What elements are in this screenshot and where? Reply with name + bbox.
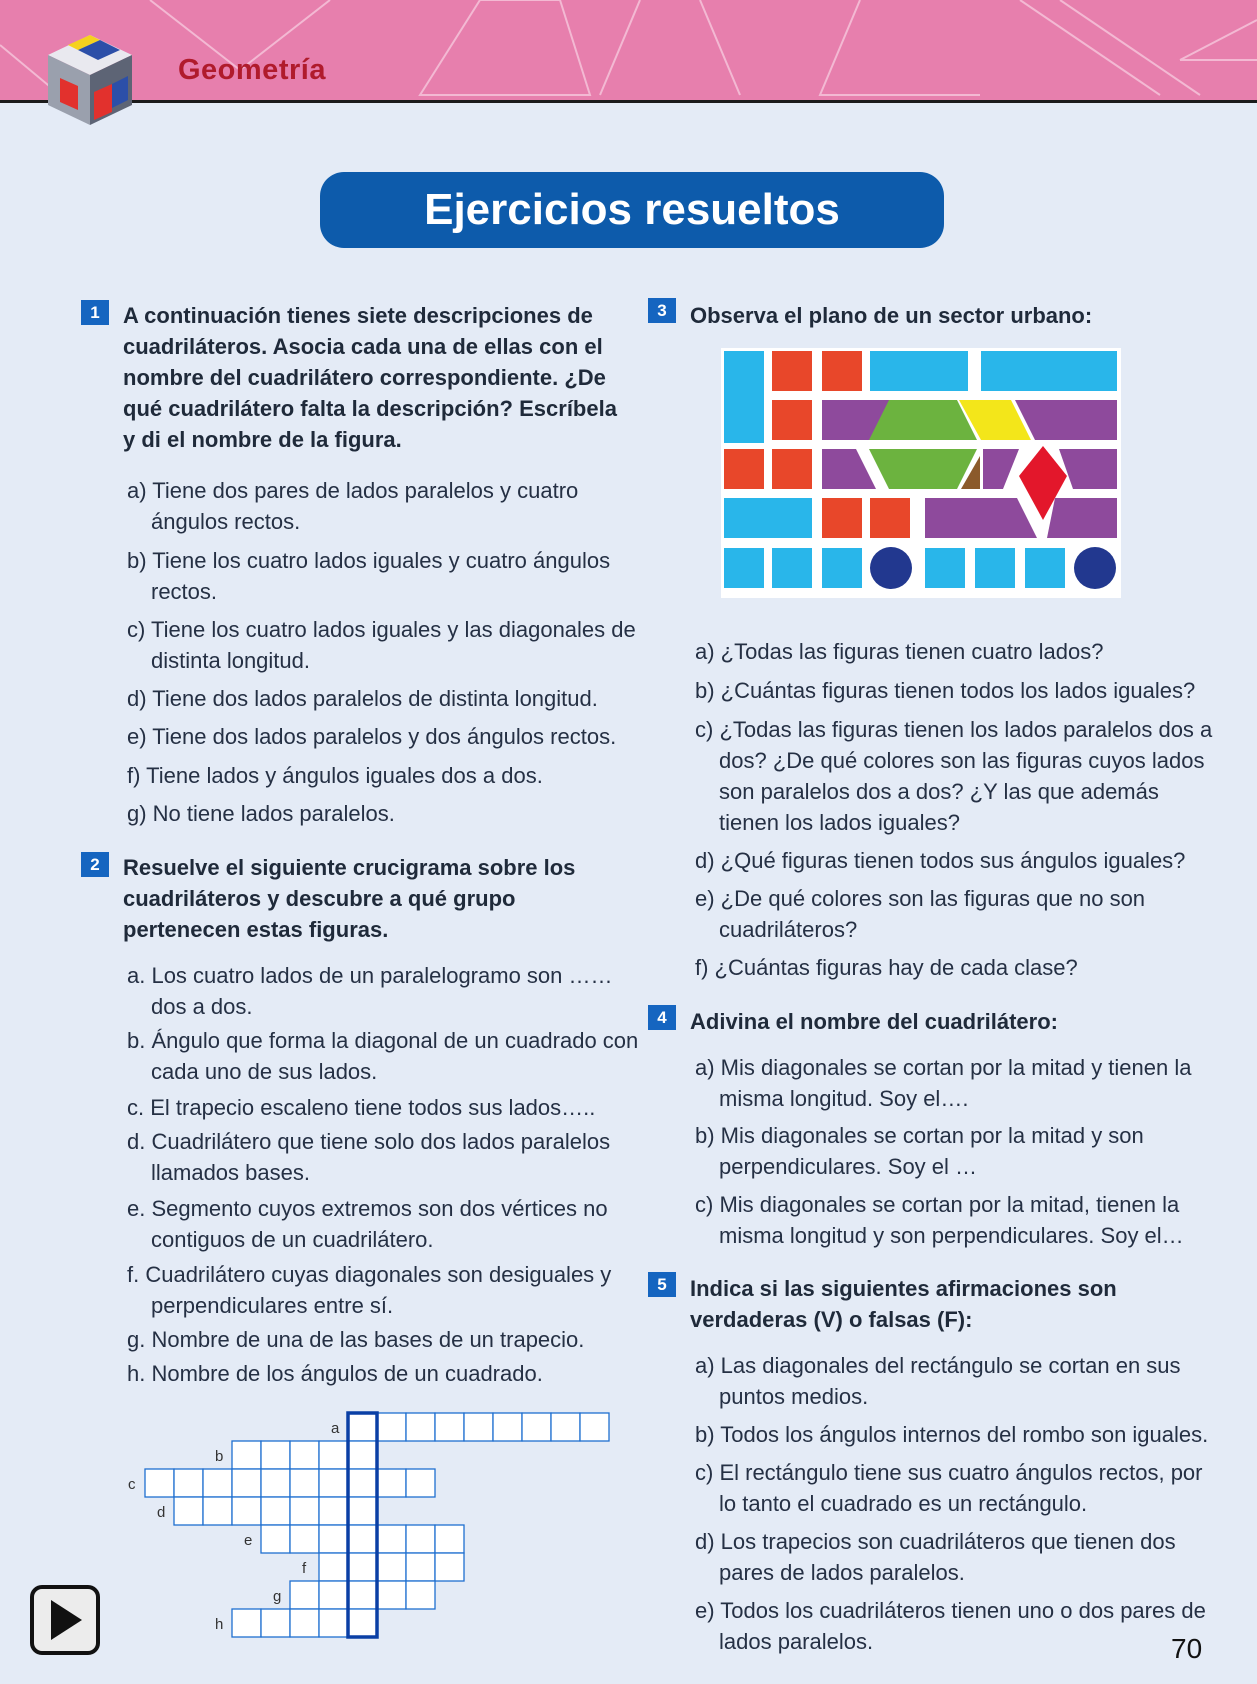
crossword-cell[interactable]	[377, 1581, 406, 1609]
exercise-1-item: a) Tiene dos pares de lados paralelos y cuatro ángulos rectos.	[127, 478, 579, 534]
crossword-cell[interactable]	[203, 1469, 232, 1497]
crossword-cell[interactable]	[348, 1553, 377, 1581]
crossword-cell[interactable]	[319, 1497, 348, 1525]
crossword-clue-label: c	[128, 1476, 136, 1493]
exercise-3-statement: Observa el plano de un sector urbano:	[690, 303, 1093, 328]
crossword-cell[interactable]	[493, 1413, 522, 1441]
crossword-cell[interactable]	[406, 1525, 435, 1553]
exercise-5-item: c) El rectángulo tiene sus cuatro ángulos rectos, por lo tanto el cuadrado es un rectángulo.	[695, 1460, 1203, 1516]
crossword-cell[interactable]	[348, 1469, 377, 1497]
crossword-cell[interactable]	[261, 1441, 290, 1469]
crossword-clue-label: d	[157, 1504, 166, 1521]
crossword-cell[interactable]	[145, 1469, 174, 1497]
crossword-cell[interactable]	[261, 1469, 290, 1497]
exercise-number: 3	[648, 298, 676, 323]
red-square	[772, 449, 812, 489]
crossword-cell[interactable]	[319, 1525, 348, 1553]
red-square	[822, 351, 862, 391]
page-number: 70	[1171, 1633, 1203, 1664]
play-icon	[34, 1589, 96, 1651]
exercise-5-item: b) Todos los ángulos internos del rombo son iguales.	[695, 1422, 1209, 1447]
crossword-cell[interactable]	[464, 1413, 493, 1441]
exercise-4-statement: Adivina el nombre del cuadrilátero:	[690, 1009, 1058, 1034]
crossword-cell[interactable]	[261, 1525, 290, 1553]
crossword-cell[interactable]	[232, 1441, 261, 1469]
red-square	[772, 351, 812, 391]
crossword-cell[interactable]	[290, 1581, 319, 1609]
crossword-cell[interactable]	[232, 1469, 261, 1497]
crossword-cell[interactable]	[290, 1525, 319, 1553]
crossword-cell[interactable]	[377, 1413, 406, 1441]
crossword-cell[interactable]	[348, 1581, 377, 1609]
header-bar	[0, 0, 1257, 103]
exercise-5-item: a) Las diagonales del rectángulo se cortan en sus puntos medios.	[695, 1353, 1181, 1409]
crossword-cell[interactable]	[232, 1609, 261, 1637]
urban-sector-map	[721, 348, 1121, 598]
exercise-2-item: a. Los cuatro lados de un paralelogramo son …… dos a dos.	[127, 963, 613, 1019]
navy-circle	[1074, 547, 1116, 589]
exercise-4-item: b) Mis diagonales se cortan por la mitad y son perpendiculares. Soy el …	[695, 1123, 1144, 1179]
exercise-2-item: d. Cuadrilátero que tiene solo dos lados paralelos llamados bases.	[127, 1129, 611, 1185]
crossword-clue-label: e	[244, 1532, 253, 1549]
exercise-5-statement: Indica si las siguientes afirmaciones son verdaderas (V) o falsas (F):	[690, 1276, 1117, 1332]
crossword-cell[interactable]	[435, 1413, 464, 1441]
exercise-number: 2	[81, 852, 109, 877]
cyan-square	[975, 548, 1015, 588]
exercise-1-statement: A continuación tienes siete descripciones de cuadriláteros. Asocia cada una de ellas con el nombre del cuadrilátero correspondiente. ¿De qué cuadrilátero falta la descripción? Escríbela y di el nombre de la figura.	[123, 303, 617, 452]
cyan-square	[772, 548, 812, 588]
exercise-3-item: f) ¿Cuántas figuras hay de cada clase?	[695, 955, 1078, 980]
cyan-square	[724, 548, 764, 588]
exercise-1-item: d) Tiene dos lados paralelos de distinta longitud.	[127, 686, 598, 711]
crossword-clue-label: a	[331, 1420, 340, 1437]
cyan-square	[822, 548, 862, 588]
crossword-cell[interactable]	[551, 1413, 580, 1441]
red-square	[870, 498, 910, 538]
crossword-cell[interactable]	[174, 1469, 203, 1497]
exercise-2-item: b. Ángulo que forma la diagonal de un cuadrado con cada uno de sus lados.	[127, 1028, 639, 1084]
crossword-clue-label: f	[302, 1560, 307, 1577]
exercise-number: 5	[648, 1272, 676, 1297]
exercise-1-item: c) Tiene los cuatro lados iguales y las diagonales de distinta longitud.	[127, 617, 636, 673]
crossword-cell[interactable]	[319, 1441, 348, 1469]
crossword-cell[interactable]	[348, 1609, 377, 1637]
crossword-cell[interactable]	[290, 1609, 319, 1637]
crossword-cell[interactable]	[232, 1497, 261, 1525]
exercise-1-item: f) Tiene lados y ángulos iguales dos a dos.	[127, 763, 543, 788]
exercise-3-item: e) ¿De qué colores son las figuras que no son cuadriláteros?	[695, 886, 1146, 942]
crossword-cell[interactable]	[319, 1469, 348, 1497]
crossword-cell[interactable]	[377, 1525, 406, 1553]
exercise-2-statement: Resuelve el siguiente crucigrama sobre los cuadriláteros y descubre a qué grupo pertenecen estas figuras.	[123, 855, 576, 942]
red-square	[772, 400, 812, 440]
crossword-cell[interactable]	[435, 1553, 464, 1581]
exercise-3-item: b) ¿Cuántas figuras tienen todos los lados iguales?	[695, 678, 1196, 703]
exercise-3-item: d) ¿Qué figuras tienen todos sus ángulos iguales?	[695, 848, 1186, 873]
exercise-2-item: g. Nombre de una de las bases de un trapecio.	[127, 1327, 585, 1352]
crossword-cell[interactable]	[290, 1469, 319, 1497]
page-banner: Ejercicios resueltos	[320, 172, 944, 248]
crossword-cell[interactable]	[522, 1413, 551, 1441]
exercise-3-item: a) ¿Todas las figuras tienen cuatro lados?	[695, 639, 1104, 664]
cyan-rectangle	[870, 351, 968, 391]
crossword-cell[interactable]	[290, 1441, 319, 1469]
exercise-2-item: h. Nombre de los ángulos de un cuadrado.	[127, 1361, 543, 1386]
crossword-clue-label: b	[215, 1448, 224, 1465]
cyan-rectangle	[724, 351, 764, 443]
exercise-number: 4	[648, 1005, 676, 1030]
exercise-4-item: c) Mis diagonales se cortan por la mitad, tienen la misma longitud y son perpendiculares. Soy el…	[695, 1192, 1184, 1248]
crossword-grid[interactable]	[120, 1405, 620, 1653]
crossword-cell[interactable]	[261, 1497, 290, 1525]
crossword-cell[interactable]	[406, 1553, 435, 1581]
cyan-square	[1025, 548, 1065, 588]
crossword-cell[interactable]	[348, 1441, 377, 1469]
crossword-cell[interactable]	[261, 1609, 290, 1637]
crossword-cell[interactable]	[348, 1525, 377, 1553]
crossword-cell[interactable]	[348, 1497, 377, 1525]
exercise-4-item: a) Mis diagonales se cortan por la mitad y tienen la misma longitud. Soy el….	[695, 1055, 1192, 1111]
crossword-clue-label: g	[273, 1588, 282, 1605]
cyan-rectangle	[981, 351, 1117, 391]
crossword-cell[interactable]	[319, 1581, 348, 1609]
crossword-cell[interactable]	[406, 1469, 435, 1497]
exercise-2-item: e. Segmento cuyos extremos son dos vértices no contiguos de un cuadrilátero.	[127, 1196, 608, 1252]
crossword-cell[interactable]	[203, 1497, 232, 1525]
red-square	[822, 498, 862, 538]
geometry-cube-logo	[40, 30, 140, 130]
exercise-5-item: e) Todos los cuadriláteros tienen uno o dos pares de lados paralelos.	[695, 1598, 1206, 1654]
exercise-2-item: c. El trapecio escaleno tiene todos sus lados…..	[127, 1095, 596, 1120]
exercise-number: 1	[81, 300, 109, 325]
crossword-clue-label: h	[215, 1616, 224, 1633]
crossword-cell[interactable]	[435, 1525, 464, 1553]
section-title: Geometría	[178, 54, 326, 86]
crossword-cell[interactable]	[377, 1553, 406, 1581]
cyan-square	[925, 548, 965, 588]
crossword-cell[interactable]	[174, 1497, 203, 1525]
crossword-cell[interactable]	[406, 1413, 435, 1441]
exercise-3-item: c) ¿Todas las figuras tienen los lados paralelos dos a dos? ¿De qué colores son las figuras cuyos lados son paralelos dos a dos? ¿Y las que además tienen los lados iguales?	[695, 717, 1213, 835]
red-square	[724, 449, 764, 489]
exercise-1-item: g) No tiene lados paralelos.	[127, 801, 395, 826]
crossword-cell[interactable]	[348, 1413, 377, 1441]
purple-trapezoid	[1047, 498, 1117, 538]
crossword-cell[interactable]	[319, 1553, 348, 1581]
crossword-cell[interactable]	[319, 1609, 348, 1637]
exercise-2-item: f. Cuadrilátero cuyas diagonales son desiguales y perpendiculares entre sí.	[127, 1262, 612, 1318]
crossword-cell[interactable]	[290, 1497, 319, 1525]
play-button[interactable]	[30, 1585, 100, 1655]
navy-circle	[870, 547, 912, 589]
crossword-cell[interactable]	[406, 1581, 435, 1609]
exercise-1-item: b) Tiene los cuatro lados iguales y cuatro ángulos rectos.	[127, 548, 611, 604]
cyan-rectangle	[724, 498, 812, 538]
exercise-5-item: d) Los trapecios son cuadriláteros que tienen dos pares de lados paralelos.	[695, 1529, 1176, 1585]
crossword-cell[interactable]	[580, 1413, 609, 1441]
exercise-1-item: e) Tiene dos lados paralelos y dos ángulos rectos.	[127, 724, 617, 749]
crossword-cell[interactable]	[377, 1469, 406, 1497]
